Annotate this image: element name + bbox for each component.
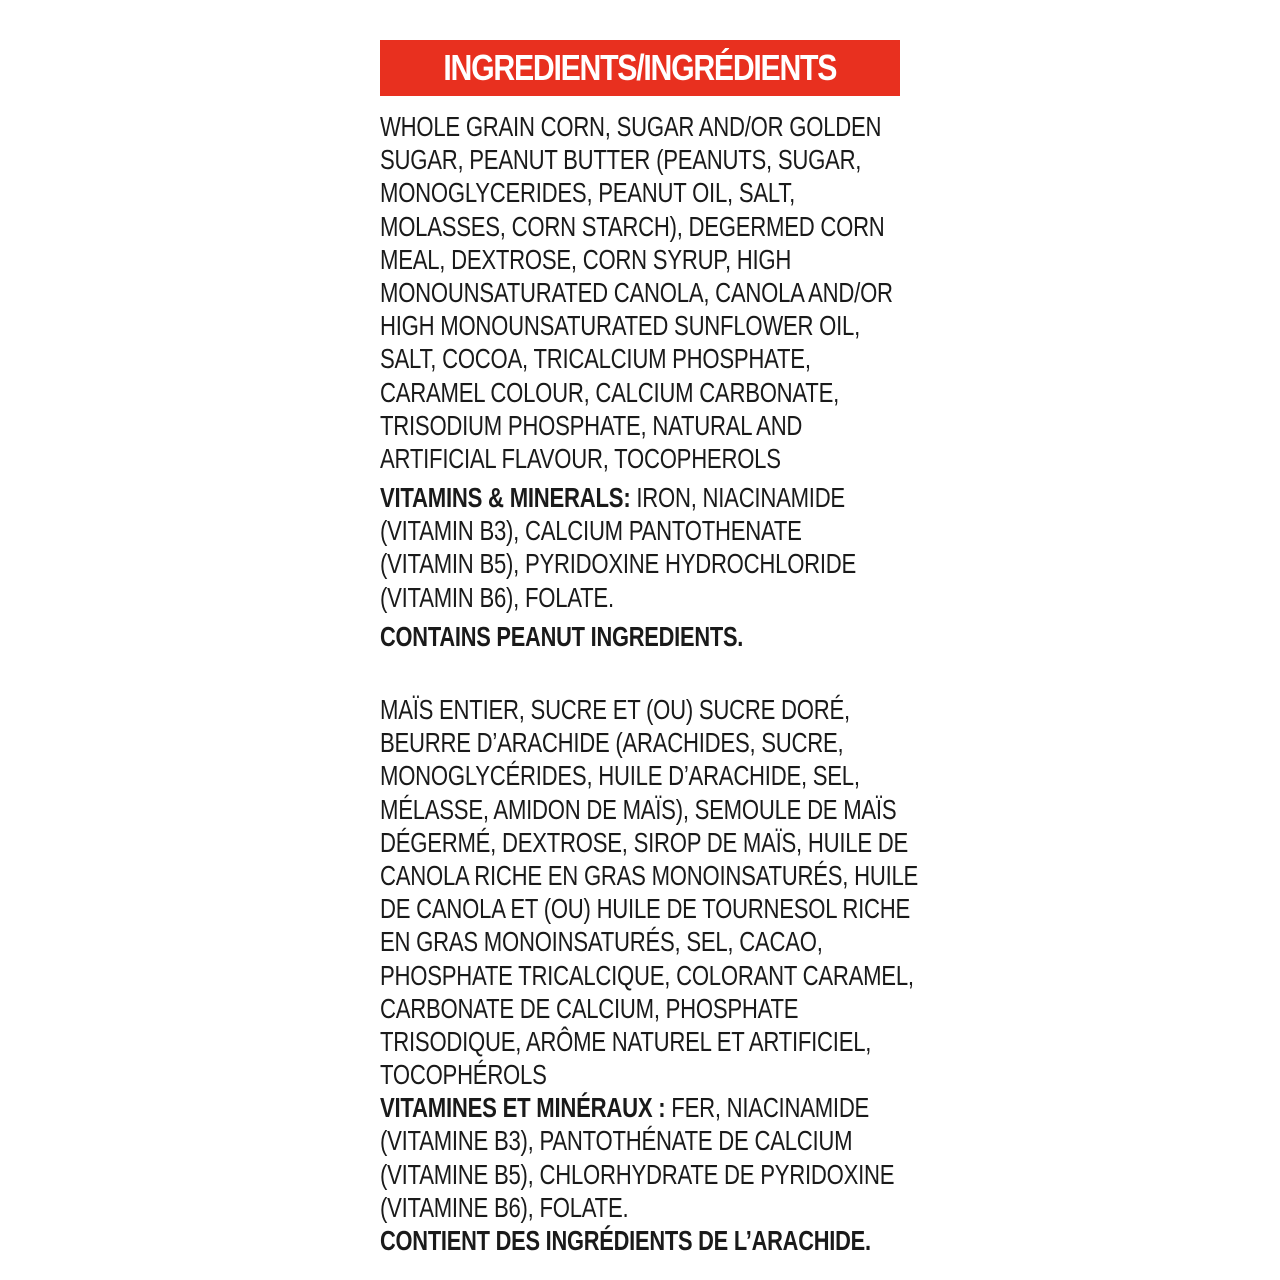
ingredients-panel	[380, 40, 919, 1257]
english-ingredient-line: MEAL, DEXTROSE, CORN SYRUP, HIGH	[380, 243, 792, 275]
english-ingredient-line: SALT, COCOA, TRICALCIUM PHOSPHATE,	[380, 343, 811, 375]
french-ingredient-line: DE CANOLA ET (OU) HUILE DE TOURNESOL RICHE	[380, 893, 911, 925]
french-vitamins	[380, 1091, 900, 1224]
english-vitamins-line: (VITAMIN B3), CALCIUM PANTOTHENATE	[380, 515, 802, 547]
english-vitamins-line: (VITAMIN B6), FOLATE.	[380, 581, 614, 613]
english-ingredient-line: TRISODIUM PHOSPHATE, NATURAL AND	[380, 409, 803, 441]
french-ingredient-line: PHOSPHATE TRICALCIQUE, COLORANT CARAMEL,	[380, 959, 914, 991]
french-vitamins-line: (VITAMINE B3), PANTOTHÉNATE DE CALCIUM	[380, 1125, 853, 1157]
french-ingredient-line: EN GRAS MONOINSATURÉS, SEL, CACAO,	[380, 926, 823, 958]
french-vitamins-line: (VITAMINE B6), FOLATE.	[380, 1191, 629, 1223]
english-ingredient-line: MONOGLYCERIDES, PEANUT OIL, SALT,	[380, 177, 796, 209]
english-ingredient-line: CARAMEL COLOUR, CALCIUM CARBONATE,	[380, 376, 839, 408]
english-ingredients	[380, 110, 900, 475]
ingredients-title: INGREDIENTS/INGRÉDIENTS	[443, 47, 837, 88]
french-ingredient-line: TOCOPHÉROLS	[380, 1059, 547, 1091]
english-vitamins-line: (VITAMIN B5), PYRIDOXINE HYDROCHLORIDE	[380, 548, 857, 580]
english-vitamins	[380, 481, 900, 614]
french-vitamins-first-line	[380, 1091, 870, 1124]
french-ingredient-line: MONOGLYCÉRIDES, HUILE D’ARACHIDE, SEL,	[380, 760, 860, 792]
french-ingredient-line: CANOLA RICHE EN GRAS MONOINSATURÉS, HUILE	[380, 859, 919, 891]
english-allergen-statement: CONTAINS PEANUT INGREDIENTS.	[380, 620, 744, 652]
french-ingredient-line: TRISODIQUE, ARÔME NATUREL ET ARTIFICIEL,	[380, 1025, 872, 1057]
english-ingredient-line: ARTIFICIAL FLAVOUR, TOCOPHEROLS	[380, 442, 781, 474]
french-ingredient-line: BEURRE D’ARACHIDE (ARACHIDES, SUCRE,	[380, 727, 844, 759]
french-ingredient-line: CARBONATE DE CALCIUM, PHOSPHATE	[380, 992, 799, 1024]
english-ingredient-line: WHOLE GRAIN CORN, SUGAR AND/OR GOLDEN	[380, 111, 882, 142]
english-vitamins-first-line	[380, 481, 845, 514]
french-ingredients	[380, 693, 919, 1091]
french-ingredient-line: MAÏS ENTIER, SUCRE ET (OU) SUCRE DORÉ,	[380, 694, 850, 725]
french-ingredient-line: MÉLASSE, AMIDON DE MAÏS), SEMOULE DE MAÏS	[380, 793, 897, 825]
french-ingredient-line: DÉGERMÉ, DEXTROSE, SIROP DE MAÏS, HUILE DE	[380, 826, 909, 858]
section-spacer	[380, 653, 900, 693]
french-vitamins-first-text: FER, NIACINAMIDE	[665, 1092, 870, 1124]
french-allergen-statement: CONTIENT DES INGRÉDIENTS DE L’ARACHIDE.	[380, 1225, 871, 1256]
english-ingredient-line: MONOUNSATURATED CANOLA, CANOLA AND/OR	[380, 276, 893, 308]
english-ingredient-line: SUGAR, PEANUT BUTTER (PEANUTS, SUGAR,	[380, 144, 862, 176]
ingredients-body	[380, 110, 919, 1257]
ingredients-header-bar	[380, 40, 900, 96]
french-vitamins-line: (VITAMINE B5), CHLORHYDRATE DE PYRIDOXINE	[380, 1158, 895, 1190]
french-vitamins-label: VITAMINES ET MINÉRAUX :	[380, 1092, 666, 1124]
english-vitamins-label: VITAMINS & MINERALS:	[380, 482, 631, 514]
english-vitamins-first-text: IRON, NIACINAMIDE	[630, 482, 845, 514]
english-ingredient-line: MOLASSES, CORN STARCH), DEGERMED CORN	[380, 210, 885, 242]
english-ingredient-line: HIGH MONOUNSATURATED SUNFLOWER OIL,	[380, 310, 861, 342]
